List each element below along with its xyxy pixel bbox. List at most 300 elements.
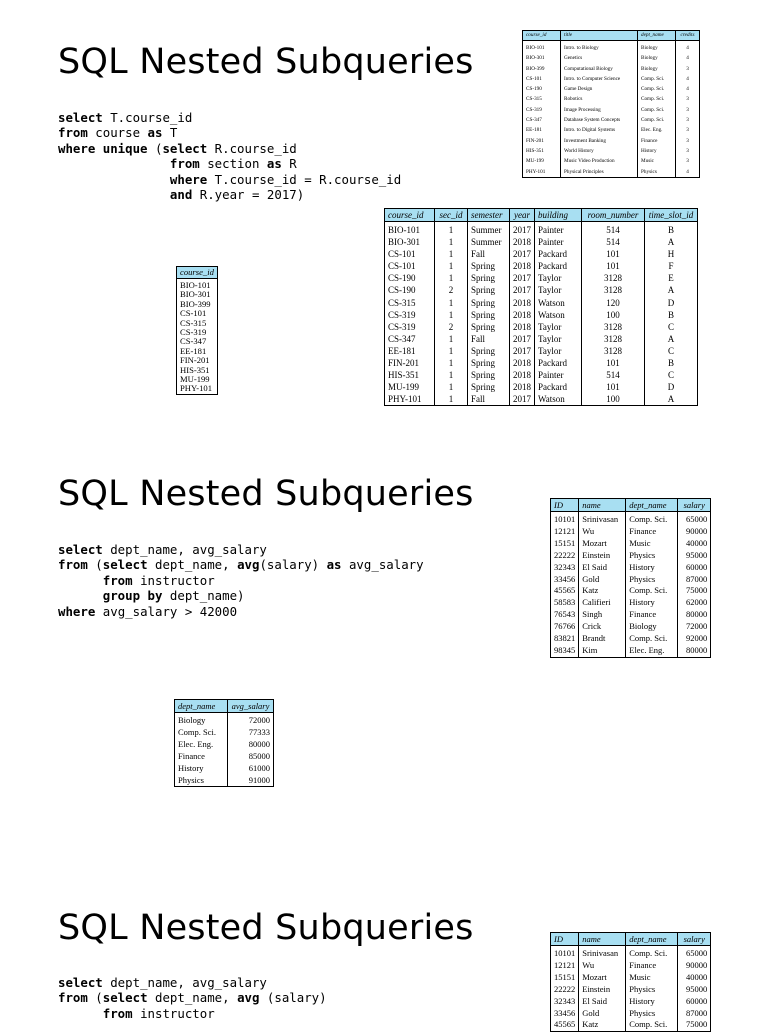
slide-title: SQL Nested Subqueries <box>58 908 474 948</box>
sql-text: T.course_id = R.course_id <box>207 171 402 187</box>
table-cell: 1 <box>435 381 468 393</box>
column-header: ID <box>551 933 579 946</box>
table-row <box>523 94 700 104</box>
table-cell: 3128 <box>582 284 645 296</box>
sql-text <box>58 573 103 588</box>
table-cell: Spring <box>468 297 510 309</box>
sql-text: R.year = 2017) <box>192 187 305 203</box>
table-cell: 33456 <box>551 1008 579 1020</box>
table-cell: Finance <box>626 609 678 621</box>
table-cell: Spring <box>468 357 510 369</box>
code-line <box>58 156 297 171</box>
sql-text: avg_salary <box>341 557 424 573</box>
table-cell: Finance <box>626 960 678 972</box>
table-row <box>523 125 700 135</box>
table-cell: PHY-101 <box>385 393 435 406</box>
column-header: name <box>579 933 626 946</box>
column-header: course_id <box>177 267 218 279</box>
sql-text: instructor <box>132 1005 215 1021</box>
table-cell: B <box>645 222 698 237</box>
table-cell: Music <box>638 156 676 166</box>
table-row <box>551 972 711 984</box>
table-cell: EE-181 <box>177 347 218 356</box>
table-cell: 1 <box>435 260 468 272</box>
code-line <box>58 557 424 572</box>
table-cell: 33456 <box>551 574 579 586</box>
table-cell: 2018 <box>510 297 535 309</box>
sql-text <box>58 588 103 603</box>
table-cell: 101 <box>582 248 645 260</box>
table-cell: Watson <box>535 309 582 321</box>
table-cell: Packard <box>535 381 582 393</box>
table-row <box>385 381 698 393</box>
table-row <box>551 550 711 562</box>
table-cell: Physics <box>626 1008 678 1020</box>
code-line <box>58 125 177 140</box>
table-row <box>385 284 698 296</box>
table-cell: CS-190 <box>385 284 435 296</box>
table-cell: Investment Banking <box>561 136 638 146</box>
code-line <box>58 172 401 187</box>
table-cell: HIS-351 <box>177 366 218 375</box>
sql-text: ( <box>87 990 103 1006</box>
sql-keyword: as <box>326 557 342 573</box>
slide-title: SQL Nested Subqueries <box>58 42 474 82</box>
table-row <box>175 751 274 763</box>
table-cell: 2018 <box>510 369 535 381</box>
sql-keyword: select <box>102 990 148 1006</box>
sql-keyword: where <box>169 171 208 187</box>
table-cell: Genetics <box>561 53 638 63</box>
table-row <box>551 645 711 657</box>
table-cell: FIN-201 <box>177 356 218 365</box>
table-row <box>523 105 700 115</box>
column-header: salary <box>678 933 711 946</box>
table-cell: CS-319 <box>523 105 561 115</box>
sql-text: T.course_id <box>102 110 193 125</box>
table-cell: 2018 <box>510 236 535 248</box>
code-line <box>58 604 237 619</box>
table-cell: Gold <box>579 574 626 586</box>
sql-text: dept_name) <box>162 588 245 604</box>
table-cell: 120 <box>582 297 645 309</box>
table-row <box>523 167 700 178</box>
sql-keyword: from <box>58 125 88 141</box>
table-cell: 1 <box>435 345 468 357</box>
table-cell: 1 <box>435 369 468 381</box>
table-cell: A <box>645 236 698 248</box>
table-cell: 3 <box>676 64 700 74</box>
sql-keyword: select <box>58 542 103 557</box>
column-header: course_id <box>523 31 561 41</box>
table-cell: 2017 <box>510 333 535 345</box>
course-table <box>522 30 700 178</box>
table-cell: Intro. to Biology <box>561 41 638 54</box>
table-cell: Comp. Sci. <box>638 115 676 125</box>
result-table <box>174 699 274 787</box>
table-cell: 15151 <box>551 538 579 550</box>
table-cell: Painter <box>535 222 582 237</box>
sql-keyword: from <box>102 1005 133 1021</box>
table-cell: Intro. to Digital Systems <box>561 125 638 135</box>
table-cell: 2017 <box>510 393 535 406</box>
sql-text: (salary) <box>259 557 327 573</box>
table-cell: 101 <box>582 357 645 369</box>
sql-keyword: group by <box>102 588 163 604</box>
table-cell: FIN-201 <box>385 357 435 369</box>
table-row <box>385 345 698 357</box>
table-cell: Finance <box>175 751 228 763</box>
code-line <box>58 975 267 990</box>
table-cell: 80000 <box>228 739 274 751</box>
table-cell: CS-315 <box>177 319 218 328</box>
table-cell: BIO-101 <box>523 41 561 54</box>
table-cell: Biology <box>638 64 676 74</box>
table-cell: C <box>645 321 698 333</box>
code-line <box>58 573 215 588</box>
table-cell: 3 <box>676 156 700 166</box>
sql-text: dept_name, <box>147 990 238 1006</box>
table-row <box>175 739 274 751</box>
table-cell: 2017 <box>510 222 535 237</box>
table-cell: Comp. Sci. <box>626 1019 678 1031</box>
table-cell: 2017 <box>510 345 535 357</box>
table-cell: HIS-351 <box>385 369 435 381</box>
table-cell: 10101 <box>551 946 579 960</box>
table-row <box>551 996 711 1008</box>
table-row <box>551 984 711 996</box>
table-cell: 4 <box>676 167 700 178</box>
table-cell: History <box>626 597 678 609</box>
table-cell: 72000 <box>678 621 711 633</box>
column-header: sec_id <box>435 209 468 222</box>
result-table <box>176 266 218 395</box>
table-cell: Music <box>626 538 678 550</box>
table-cell: 76766 <box>551 621 579 633</box>
code-line <box>58 141 297 156</box>
table-cell: 1 <box>435 357 468 369</box>
table-cell: CS-190 <box>523 84 561 94</box>
table-cell: 10101 <box>551 512 579 526</box>
table-cell: 65000 <box>678 946 711 960</box>
table-cell: 100 <box>582 309 645 321</box>
table-cell: 101 <box>582 260 645 272</box>
table-cell: 2018 <box>510 357 535 369</box>
table-cell: Packard <box>535 260 582 272</box>
table-cell: 3 <box>676 115 700 125</box>
table-cell: 90000 <box>678 960 711 972</box>
table-cell: BIO-301 <box>385 236 435 248</box>
table-cell: 91000 <box>228 775 274 787</box>
column-header: name <box>579 499 626 512</box>
table-cell: Kim <box>579 645 626 657</box>
table-cell: El Said <box>579 562 626 574</box>
table-cell: 98345 <box>551 645 579 657</box>
table-cell: A <box>645 393 698 406</box>
table-cell: 101 <box>582 381 645 393</box>
table-cell: Robotics <box>561 94 638 104</box>
table-cell: CS-101 <box>385 248 435 260</box>
table-cell: Physics <box>638 167 676 178</box>
table-cell: Fall <box>468 248 510 260</box>
table-cell: 3128 <box>582 345 645 357</box>
table-cell: 12121 <box>551 960 579 972</box>
table-cell: Califieri <box>579 597 626 609</box>
table-cell: BIO-301 <box>177 290 218 299</box>
table-cell: 72000 <box>228 713 274 727</box>
sql-text: dept_name, avg_salary <box>102 542 267 557</box>
sql-text: R.course_id <box>207 140 297 156</box>
table-row <box>551 946 711 960</box>
table-cell: 514 <box>582 222 645 237</box>
table-row <box>385 222 698 237</box>
table-cell: Elec. Eng. <box>626 645 678 657</box>
table-row <box>523 64 700 74</box>
table-cell: History <box>626 996 678 1008</box>
table-cell: Fall <box>468 393 510 406</box>
table-cell: Music Video Production <box>561 156 638 166</box>
table-cell: CS-315 <box>385 297 435 309</box>
table-row <box>385 272 698 284</box>
table-cell: PHY-101 <box>177 384 218 394</box>
table-cell: Spring <box>468 272 510 284</box>
sql-keyword: select <box>102 557 148 573</box>
sql-keyword: avg <box>237 557 260 573</box>
table-cell: 87000 <box>678 1008 711 1020</box>
table-cell: Biology <box>638 41 676 54</box>
table-cell: 58583 <box>551 597 579 609</box>
column-header: dept_name <box>626 933 678 946</box>
table-cell: CS-347 <box>523 115 561 125</box>
table-row <box>551 512 711 526</box>
table-row <box>551 960 711 972</box>
table-cell: Painter <box>535 369 582 381</box>
table-row <box>551 1019 711 1031</box>
column-header: dept_name <box>638 31 676 41</box>
table-cell: Taylor <box>535 321 582 333</box>
table-cell: Summer <box>468 222 510 237</box>
table-cell: Image Processing <box>561 105 638 115</box>
table-row <box>523 74 700 84</box>
table-cell: 85000 <box>228 751 274 763</box>
table-cell: C <box>645 345 698 357</box>
section-table <box>384 208 698 406</box>
table-row <box>385 260 698 272</box>
column-header: title <box>561 31 638 41</box>
table-cell: BIO-301 <box>523 53 561 63</box>
table-row <box>523 41 700 54</box>
table-cell: 3128 <box>582 272 645 284</box>
table-cell: CS-319 <box>385 321 435 333</box>
table-cell: Taylor <box>535 284 582 296</box>
table-cell: 32343 <box>551 562 579 574</box>
sql-text <box>58 172 170 187</box>
table-cell: 1 <box>435 236 468 248</box>
code-line <box>58 187 304 202</box>
table-cell: 2 <box>435 284 468 296</box>
sql-keyword: and <box>169 187 193 203</box>
table-cell: Database System Concepts <box>561 115 638 125</box>
table-row <box>551 585 711 597</box>
table-cell: Packard <box>535 357 582 369</box>
table-cell: 2 <box>435 321 468 333</box>
table-row <box>551 609 711 621</box>
table-row <box>385 369 698 381</box>
table-cell: Finance <box>626 526 678 538</box>
table-cell: Biology <box>175 713 228 727</box>
sql-keyword: from <box>169 156 200 172</box>
table-row <box>523 136 700 146</box>
sql-keyword: avg <box>237 990 260 1006</box>
table-cell: Game Design <box>561 84 638 94</box>
table-cell: Spring <box>468 381 510 393</box>
table-row <box>385 333 698 345</box>
sql-keyword: from <box>58 990 88 1006</box>
table-cell: EE-181 <box>385 345 435 357</box>
table-cell: 90000 <box>678 526 711 538</box>
table-cell: Comp. Sci. <box>638 105 676 115</box>
table-cell: 2018 <box>510 321 535 333</box>
table-cell: History <box>175 763 228 775</box>
table-cell: CS-101 <box>385 260 435 272</box>
table-cell: Physics <box>626 574 678 586</box>
table-cell: Mozart <box>579 538 626 550</box>
table-cell: Biology <box>626 621 678 633</box>
table-row <box>523 115 700 125</box>
table-cell: PHY-101 <box>523 167 561 178</box>
sql-keyword: as <box>266 156 282 172</box>
table-cell: 3 <box>676 125 700 135</box>
table-cell: 2018 <box>510 309 535 321</box>
sql-text <box>58 1006 103 1021</box>
column-header: semester <box>468 209 510 222</box>
table-cell: Painter <box>535 236 582 248</box>
table-row <box>177 384 218 394</box>
sql-code-block <box>58 542 424 619</box>
table-cell: Crick <box>579 621 626 633</box>
column-header: salary <box>678 499 711 512</box>
table-cell: Katz <box>579 1019 626 1031</box>
table-cell: 1 <box>435 272 468 284</box>
table-cell: 1 <box>435 248 468 260</box>
table-cell: 4 <box>676 41 700 54</box>
sql-code-block <box>58 975 327 1021</box>
table-cell: Singh <box>579 609 626 621</box>
sql-text: dept_name, <box>147 557 238 573</box>
code-line <box>58 542 267 557</box>
table-cell: 100 <box>582 393 645 406</box>
table-cell: Music <box>626 972 678 984</box>
table-cell: 3 <box>676 94 700 104</box>
table-cell: Comp. Sci. <box>638 74 676 84</box>
table-cell: 12121 <box>551 526 579 538</box>
table-cell: A <box>645 333 698 345</box>
table-cell: Elec. Eng. <box>638 125 676 135</box>
table-cell: 60000 <box>678 562 711 574</box>
table-cell: Physical Principles <box>561 167 638 178</box>
table-cell: Packard <box>535 248 582 260</box>
sql-text <box>58 187 170 202</box>
table-cell: 1 <box>435 222 468 237</box>
table-cell: 45565 <box>551 1019 579 1031</box>
table-cell: 80000 <box>678 609 711 621</box>
table-row <box>385 297 698 309</box>
table-cell: BIO-399 <box>177 300 218 309</box>
table-cell: Fall <box>468 333 510 345</box>
table-cell: 1 <box>435 333 468 345</box>
column-header: avg_salary <box>228 700 274 713</box>
table-cell: Einstein <box>579 550 626 562</box>
table-cell: Taylor <box>535 272 582 284</box>
table-cell: Spring <box>468 345 510 357</box>
table-cell: Comp. Sci. <box>638 94 676 104</box>
table-cell: HIS-351 <box>523 146 561 156</box>
sql-text <box>58 156 170 171</box>
table-row <box>175 727 274 739</box>
table-cell: Katz <box>579 585 626 597</box>
table-cell: 4 <box>676 53 700 63</box>
sql-keyword: from <box>58 557 88 573</box>
sql-keyword: as <box>147 125 163 141</box>
sql-text: dept_name, avg_salary <box>102 975 267 990</box>
table-cell: 40000 <box>678 972 711 984</box>
table-cell: Spring <box>468 309 510 321</box>
table-cell: Gold <box>579 1008 626 1020</box>
sql-text: T <box>162 125 178 141</box>
table-cell: 75000 <box>678 585 711 597</box>
instructor-table <box>550 932 711 1032</box>
column-header: ID <box>551 499 579 512</box>
table-cell: H <box>645 248 698 260</box>
table-row <box>175 775 274 787</box>
table-row <box>175 713 274 727</box>
table-cell: Comp. Sci. <box>175 727 228 739</box>
table-cell: 62000 <box>678 597 711 609</box>
table-cell: Spring <box>468 369 510 381</box>
table-cell: 40000 <box>678 538 711 550</box>
table-cell: 4 <box>676 74 700 84</box>
table-cell: Comp. Sci. <box>626 946 678 960</box>
table-cell: CS-190 <box>385 272 435 284</box>
table-cell: CS-315 <box>523 94 561 104</box>
table-cell: 2017 <box>510 272 535 284</box>
table-cell: Physics <box>626 984 678 996</box>
table-cell: 32343 <box>551 996 579 1008</box>
table-cell: World History <box>561 146 638 156</box>
table-cell: E <box>645 272 698 284</box>
table-row <box>551 574 711 586</box>
column-header: year <box>510 209 535 222</box>
table-cell: 4 <box>676 84 700 94</box>
table-cell: Elec. Eng. <box>175 739 228 751</box>
table-cell: 3 <box>676 146 700 156</box>
code-line <box>58 110 192 125</box>
column-header: course_id <box>385 209 435 222</box>
table-cell: History <box>638 146 676 156</box>
table-cell: 87000 <box>678 574 711 586</box>
table-cell: 22222 <box>551 550 579 562</box>
code-line <box>58 990 327 1005</box>
table-cell: 514 <box>582 236 645 248</box>
table-cell: CS-101 <box>177 309 218 318</box>
table-cell: Comp. Sci. <box>638 84 676 94</box>
table-row <box>523 146 700 156</box>
table-cell: D <box>645 381 698 393</box>
sql-text: (salary) <box>259 990 327 1006</box>
table-row <box>385 321 698 333</box>
table-cell: 83821 <box>551 633 579 645</box>
table-row <box>385 248 698 260</box>
